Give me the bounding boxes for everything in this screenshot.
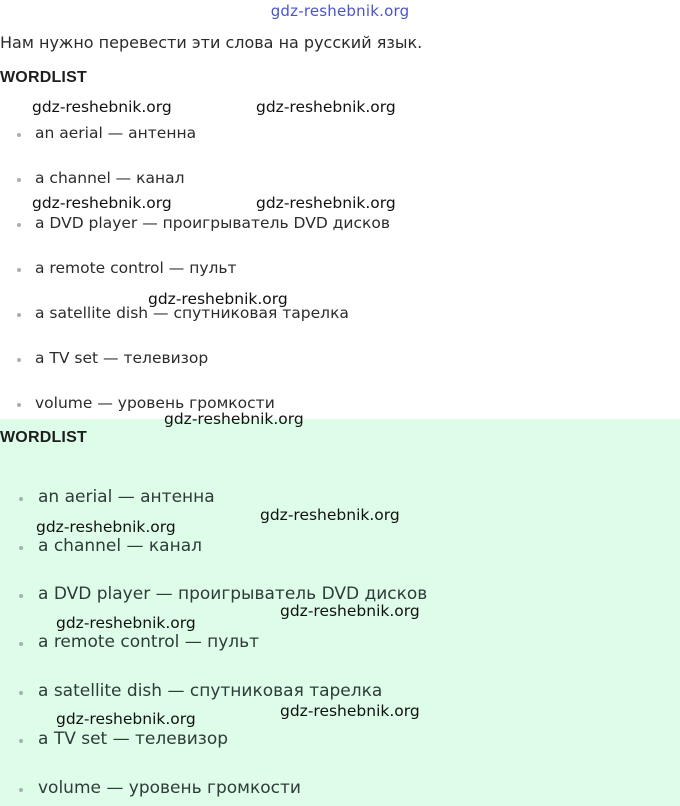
bullet-icon (17, 133, 21, 137)
wordlist-heading-2: WORDLIST (0, 429, 87, 446)
intro-text: Нам нужно перевести эти слова на русский язык. (0, 33, 423, 52)
watermark: gdz-reshebnik.org (56, 614, 196, 632)
bullet-icon (19, 691, 23, 695)
bullet-icon (19, 788, 23, 792)
watermark: gdz-reshebnik.org (32, 194, 172, 212)
bullet-icon (19, 642, 23, 646)
watermark: gdz-reshebnik.org (256, 194, 396, 212)
watermark: gdz-reshebnik.org (164, 410, 304, 428)
bullet-icon (19, 594, 23, 598)
site-watermark-top: gdz-reshebnik.org (270, 2, 410, 20)
bullet-icon (17, 178, 21, 182)
bullet-icon (17, 313, 21, 317)
watermark: gdz-reshebnik.org (280, 702, 420, 720)
bullet-icon (17, 268, 21, 272)
bullet-icon (17, 403, 21, 407)
bullet-icon (19, 546, 23, 550)
bullet-icon (17, 223, 21, 227)
watermark: gdz-reshebnik.org (36, 518, 176, 536)
watermark: gdz-reshebnik.org (280, 602, 420, 620)
watermark: gdz-reshebnik.org (256, 98, 396, 116)
bullet-icon (19, 497, 23, 501)
watermark: gdz-reshebnik.org (260, 506, 400, 524)
bullet-icon (19, 739, 23, 743)
bullet-icon (17, 358, 21, 362)
watermark: gdz-reshebnik.org (148, 290, 288, 308)
wordlist-heading: WORDLIST (0, 69, 87, 86)
watermark: gdz-reshebnik.org (56, 710, 196, 728)
watermark: gdz-reshebnik.org (32, 98, 172, 116)
